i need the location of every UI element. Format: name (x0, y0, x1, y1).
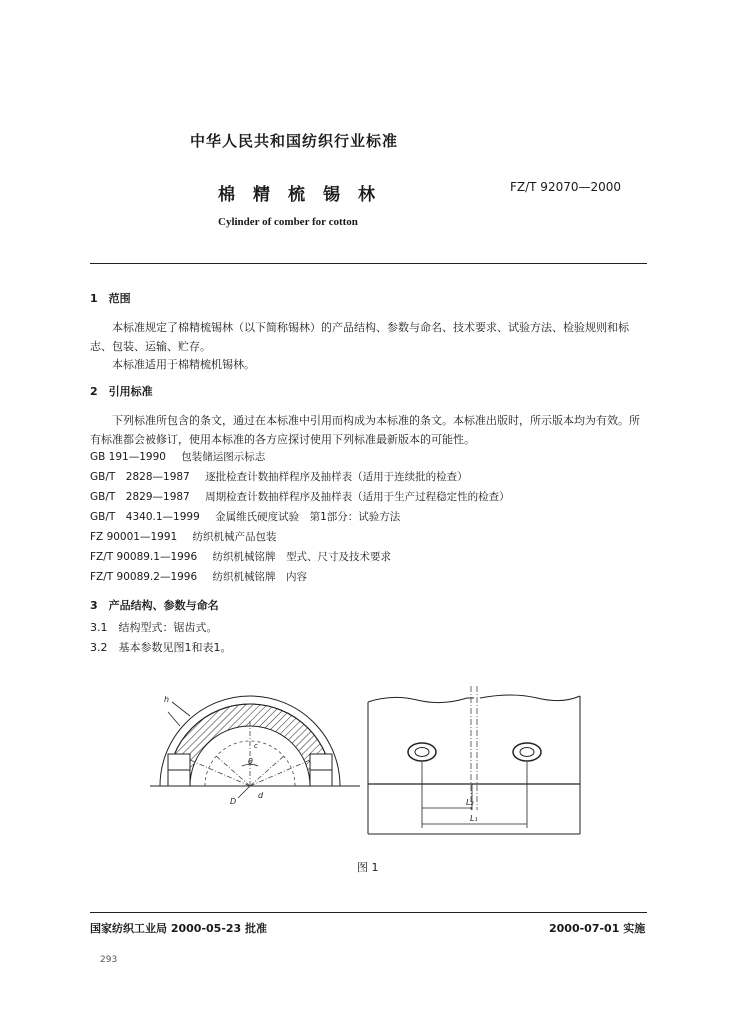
section-3-heading: 3 产品结构、参数与命名 (90, 599, 219, 612)
reference-title: 周期检查计数抽样程序及抽样表（适用于生产过程稳定性的检查） (205, 491, 510, 503)
reference-item (90, 529, 277, 544)
reference-code: GB/T 2828—1987 (90, 471, 190, 483)
reference-item (90, 509, 400, 524)
footer-divider (90, 912, 647, 913)
reference-item (90, 569, 307, 584)
reference-code: FZ 90001—1991 (90, 531, 178, 543)
header-divider (90, 263, 647, 264)
reference-title: 逐批检查计数抽样程序及抽样表（适用于连续批的检查） (205, 471, 468, 483)
section-2-paragraph-1: 下列标准所包含的条文，通过在本标准中引用而构成为本标准的条文。本标准出版时，所示版本均为有效。所有标准都会被修订，使用本标准的各方应探讨使用下列标准最新版本的可能性。 (90, 414, 640, 446)
reference-title: 纺织机械产品包装 (192, 531, 277, 543)
reference-item (90, 449, 265, 464)
label-h: h (164, 695, 170, 704)
reference-title: 纺织机械铭牌 型式、尺寸及技术要求 (212, 551, 392, 563)
page-number: 293 (100, 955, 118, 965)
reference-title: 纺织机械铭牌 内容 (212, 571, 308, 583)
section-1-paragraph-2: 本标准适用于棉精梳机锡林。 (112, 358, 255, 371)
reference-code: GB/T 4340.1—1999 (90, 511, 200, 523)
reference-code: GB/T 2829—1987 (90, 491, 190, 503)
label-D: D (230, 797, 237, 806)
reference-item (90, 489, 510, 504)
label-L1: L₁ (470, 814, 478, 823)
section-3-item-1: 3.1 结构型式：锯齿式。 (90, 621, 218, 634)
label-L2: L₂ (466, 798, 474, 807)
reference-code: FZ/T 90089.1—1996 (90, 551, 198, 563)
section-2-heading: 2 引用标准 (90, 385, 153, 398)
figure-caption: 图 1 (357, 861, 379, 874)
effective-date: 2000-07-01 实施 (549, 922, 646, 935)
reference-item (90, 549, 391, 564)
label-d: d (258, 791, 264, 800)
approval-info: 国家纺织工业局 2000-05-23 批准 (90, 922, 268, 935)
label-c: c (254, 742, 258, 750)
english-title: Cylinder of comber for cotton (218, 216, 358, 228)
reference-title: 金属维氏硬度试验 第1部分：试验方法 (215, 511, 401, 523)
reference-item (90, 469, 468, 484)
reference-code: FZ/T 90089.2—1996 (90, 571, 198, 583)
cylinder-cross-section-drawing (150, 680, 360, 820)
standard-type-header: 中华人民共和国纺织行业标准 (190, 132, 399, 150)
section-3-item-2: 3.2 基本参数见图1和表1。 (90, 641, 232, 654)
section-1-paragraph-1: 本标准规定了棉精梳锡林（以下简称锡林）的产品结构、参数与命名、技术要求、试验方法、检验规则和标志、包装、运输、贮存。 (90, 321, 629, 353)
label-theta: θ (248, 757, 253, 766)
standard-code: FZ/T 92070—2000 (510, 180, 622, 194)
document-title: 棉精梳锡林 (218, 185, 393, 205)
section-1-heading: 1 范围 (90, 292, 131, 305)
cylinder-side-view-drawing (362, 680, 592, 840)
reference-code: GB 191—1990 (90, 451, 166, 463)
reference-title: 包装储运图示标志 (181, 451, 266, 463)
